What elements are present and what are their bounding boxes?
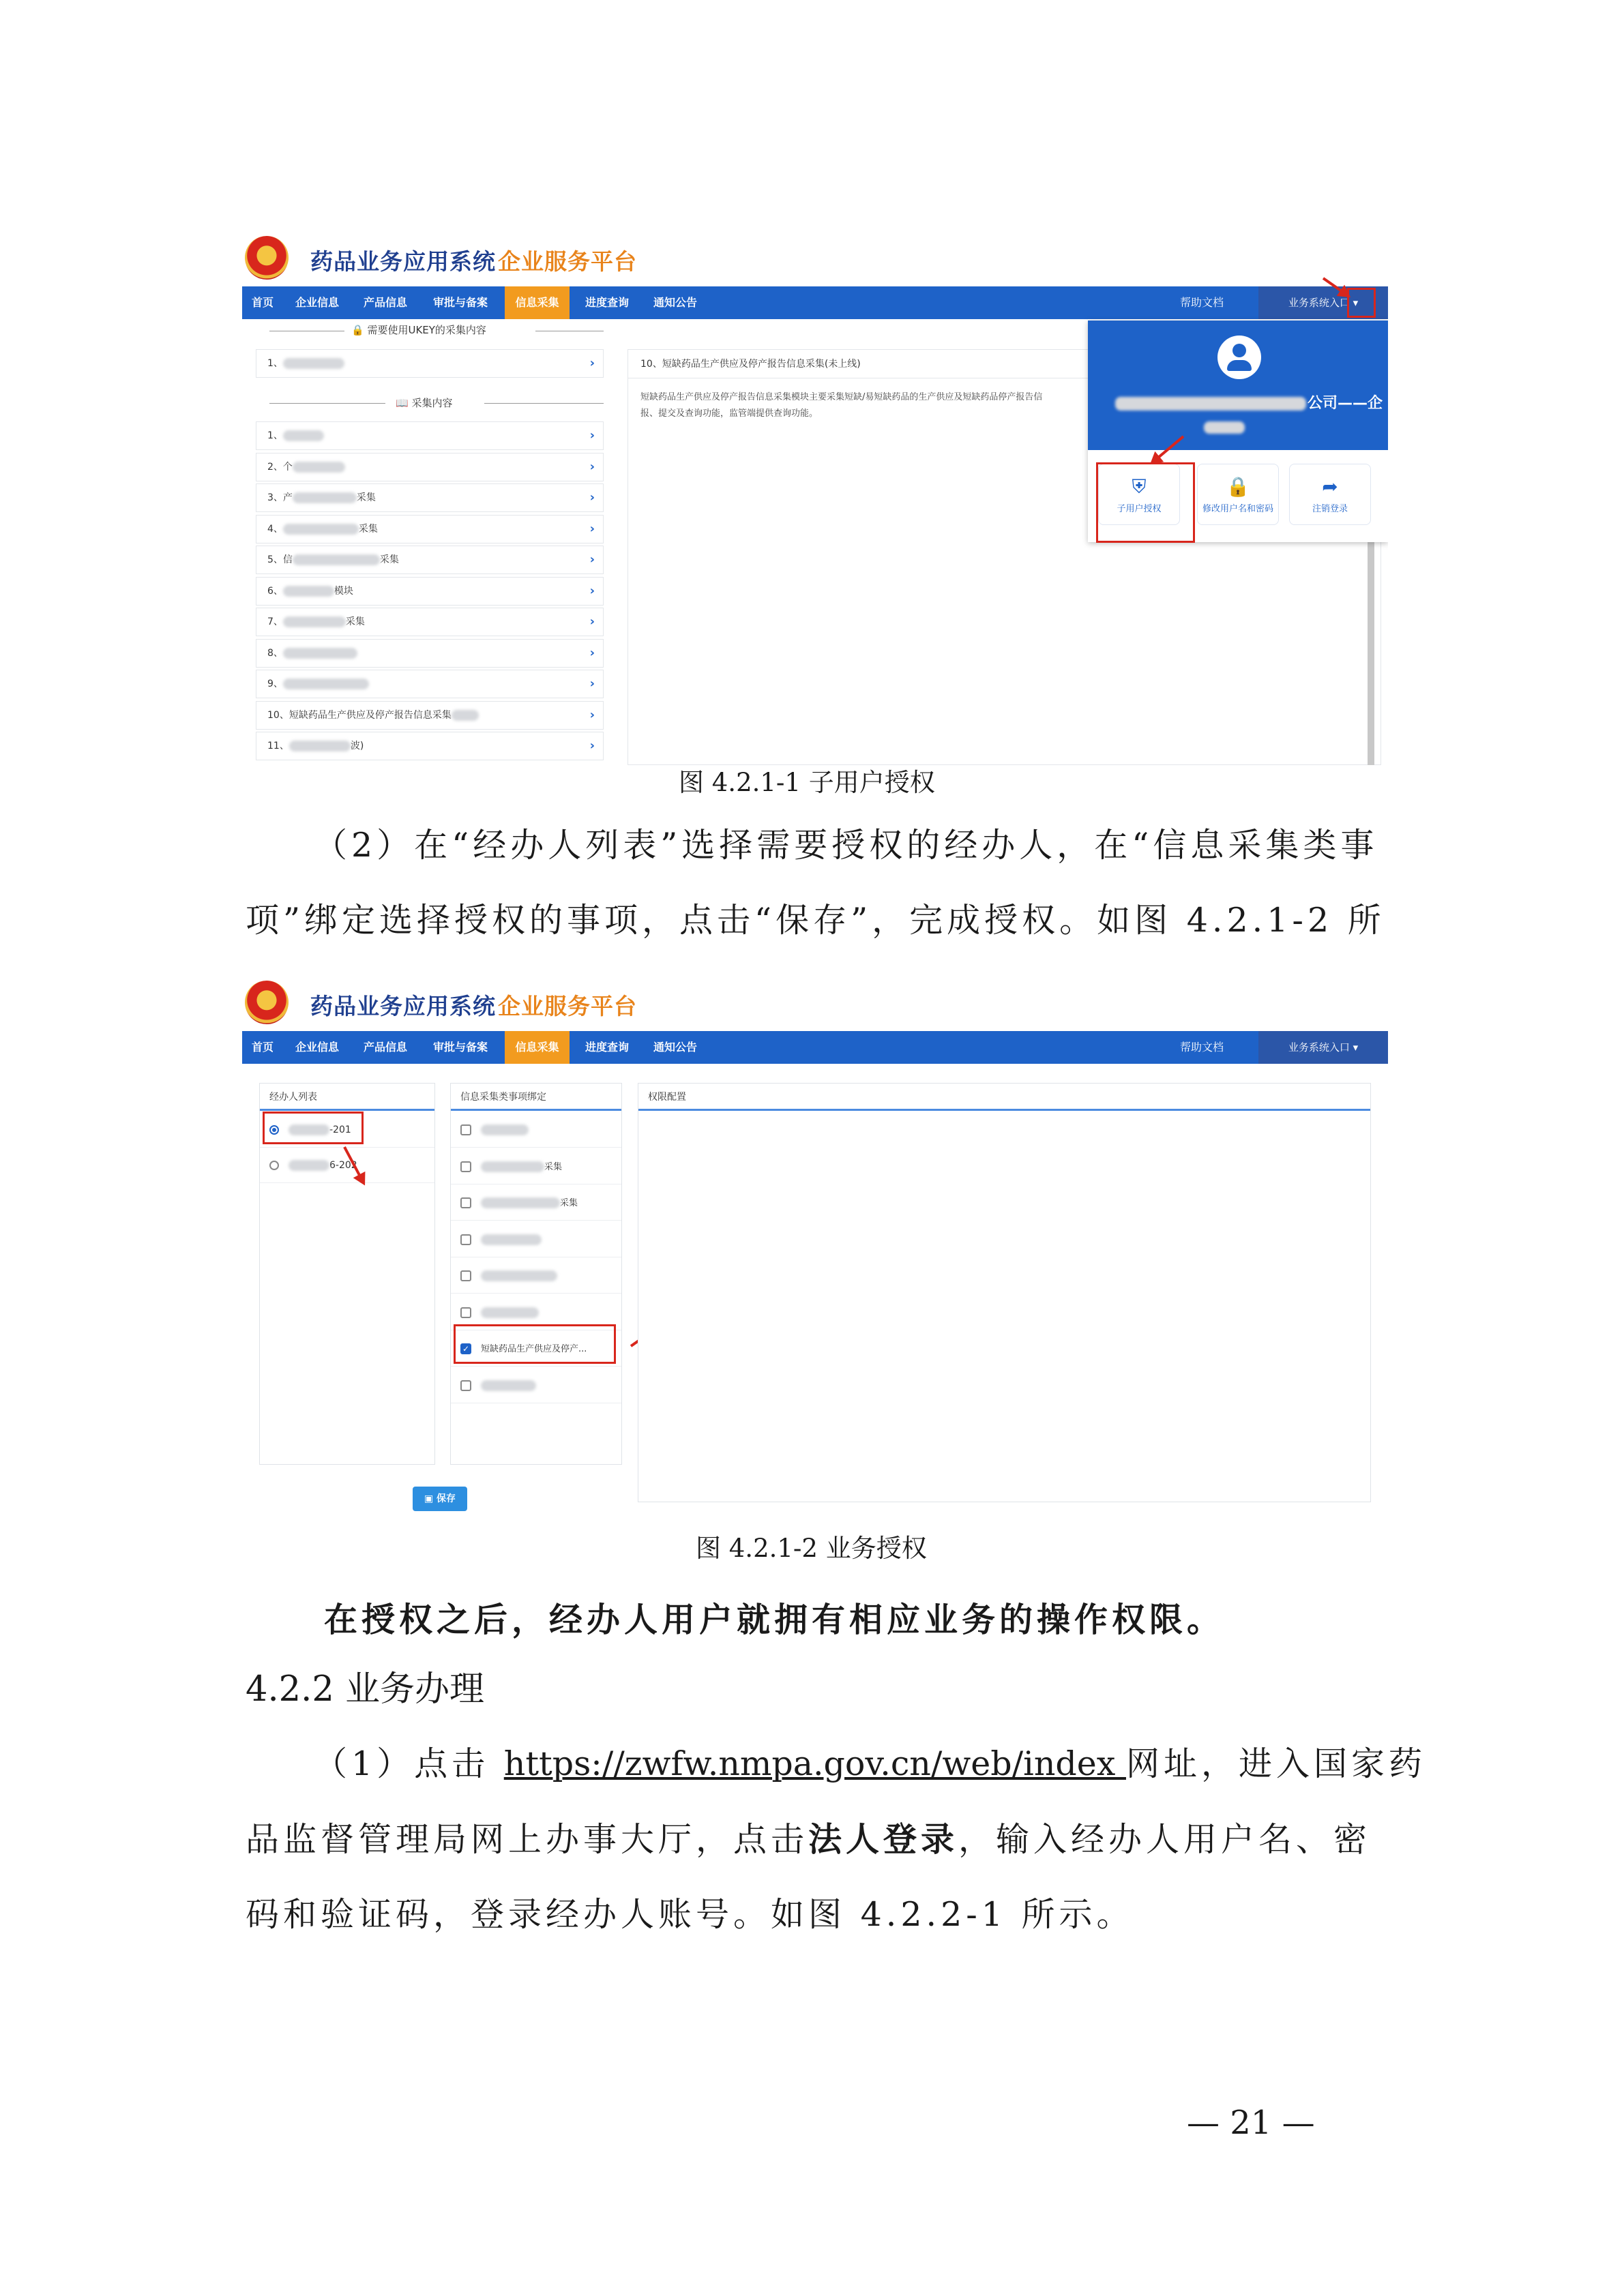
redacted-text (481, 1380, 536, 1391)
system-entry-label: 业务系统入口 (1288, 297, 1350, 309)
brand-subtitle: 企业服务平台 (498, 248, 637, 275)
handler-id: 6-202 (329, 1160, 357, 1171)
figure-business-auth (242, 976, 1388, 1522)
list-item[interactable] (256, 483, 604, 512)
binding-item[interactable] (451, 1185, 621, 1221)
handler-id: -201 (329, 1124, 351, 1135)
row-text: 7、 (267, 616, 283, 627)
redacted-text (1115, 397, 1306, 411)
row-text: 1、 (267, 430, 283, 441)
portal-link[interactable]: https://zwfw.nmpa.gov.cn/web/index (503, 1744, 1126, 1783)
chevron-right-icon: › (589, 490, 595, 505)
redacted-text (481, 1270, 557, 1281)
chevron-right-icon: › (589, 583, 595, 598)
panel-title: 信息采集类事项绑定 (451, 1084, 621, 1111)
shield-icon: ⛨ (1132, 475, 1147, 498)
binding-item[interactable] (451, 1258, 621, 1294)
chevron-right-icon: › (589, 428, 595, 443)
panel-title: 权限配置 (638, 1084, 1370, 1111)
national-emblem-icon (245, 981, 289, 1024)
chevron-down-icon: ▾ (1353, 1041, 1359, 1054)
user-header (1088, 320, 1388, 450)
paragraph-line: 码和验证码，登录经办人账号。如图 4.2.2-1 所示。 (246, 1895, 1134, 1934)
detail-text (640, 389, 1118, 422)
redacted-text (283, 616, 346, 627)
row-text-fragment: 采集 (379, 554, 399, 565)
main-nav (242, 286, 1388, 319)
nav-progress[interactable]: 进度查询 (585, 1041, 629, 1054)
row-text-fragment: 采集 (356, 492, 376, 503)
checkbox-unchecked[interactable] (460, 1197, 471, 1208)
item-label: 采集 (560, 1198, 578, 1208)
redacted-text (289, 741, 351, 751)
book-icon: 📖 (396, 397, 409, 409)
redacted-text (293, 462, 345, 473)
nav-approval[interactable]: 审批与备案 (432, 296, 488, 309)
nav-product-info[interactable]: 产品信息 (363, 296, 407, 309)
permission-config-panel (638, 1083, 1371, 1502)
chevron-right-icon: › (589, 356, 595, 370)
chevron-right-icon: › (589, 707, 595, 722)
paragraph-text: ，输入经办人用户名、密 (958, 1820, 1372, 1859)
paragraph-line (246, 1727, 1426, 1802)
binding-item[interactable] (451, 1368, 621, 1403)
paragraph-line: 项”绑定选择授权的事项，点击“保存”，完成授权。如图 4.2.1-2 所 (246, 901, 1385, 940)
paragraph-bold: 法人登录 (808, 1819, 959, 1859)
checkbox-unchecked[interactable] (460, 1307, 471, 1318)
list-item[interactable] (256, 670, 604, 698)
detail-title: 10、短缺药品生产供应及停产报告信息采集(未上线) (628, 350, 1381, 378)
row-text-fragment: 采集 (358, 523, 378, 535)
nav-info-collection[interactable]: 信息采集 (505, 286, 570, 319)
section-label-text: 采集内容 (411, 397, 453, 409)
chevron-right-icon: › (589, 676, 595, 691)
brand-subtitle: 企业服务平台 (498, 993, 637, 1019)
chevron-right-icon: › (589, 645, 595, 660)
paragraph-text: 品监督管理局网上办事大厅，点击 (246, 1820, 809, 1859)
chevron-right-icon: › (589, 521, 595, 536)
highlight-box (1096, 462, 1195, 543)
binding-item[interactable] (451, 1222, 621, 1257)
button-label: 修改用户名和密码 (1202, 504, 1273, 514)
chevron-right-icon: › (589, 739, 595, 753)
binding-item[interactable] (451, 1149, 621, 1184)
redacted-text (481, 1234, 542, 1245)
page-number: — 21 — (1187, 2104, 1315, 2142)
chevron-right-icon: › (589, 614, 595, 629)
row-text: 11、 (267, 741, 289, 751)
nav-home[interactable]: 首页 (251, 296, 274, 309)
change-password-button[interactable] (1197, 464, 1279, 525)
checkbox-unchecked[interactable] (460, 1124, 471, 1135)
checkbox-unchecked[interactable] (460, 1380, 471, 1391)
checkbox-unchecked[interactable] (460, 1270, 471, 1281)
nav-notices[interactable]: 通知公告 (653, 1041, 697, 1054)
company-name: 公司——企 (1308, 395, 1383, 412)
item-label: 采集 (544, 1161, 563, 1172)
row-text: 4、 (267, 523, 283, 535)
redacted-text (481, 1307, 539, 1318)
row-text: 9、 (267, 679, 283, 689)
brand-title: 药品业务应用系统 (310, 248, 496, 275)
system-entry-label: 业务系统入口 (1288, 1041, 1350, 1054)
redacted-text (289, 1160, 329, 1171)
lock-icon: 🔒 (1226, 475, 1250, 498)
paragraph-line (246, 1802, 1391, 1877)
help-docs-link[interactable]: 帮助文档 (1180, 296, 1224, 309)
list-item[interactable] (256, 546, 604, 574)
section-label (396, 396, 452, 410)
ukey-note (351, 323, 486, 337)
chevron-right-icon: › (589, 459, 595, 474)
save-label: 保存 (437, 1493, 456, 1504)
list-item[interactable] (256, 453, 604, 481)
save-button[interactable] (413, 1487, 467, 1511)
paragraph-text: （1）点击 (314, 1744, 504, 1783)
nav-notices[interactable]: 通知公告 (653, 296, 697, 309)
brand-title: 药品业务应用系统 (310, 993, 496, 1019)
system-entry-dropdown[interactable] (1258, 1031, 1388, 1064)
help-docs-link[interactable]: 帮助文档 (1180, 1041, 1224, 1054)
highlight-box (454, 1324, 616, 1364)
ukey-note-text: 需要使用UKEY的采集内容 (367, 324, 486, 336)
chevron-right-icon: › (589, 552, 595, 567)
list-item[interactable] (256, 577, 604, 606)
list-item[interactable] (256, 732, 604, 760)
list-item[interactable] (256, 421, 604, 450)
logout-button[interactable] (1289, 464, 1371, 525)
redacted-text (293, 492, 357, 503)
redacted-text (452, 710, 479, 721)
figure-caption-2: 图 4.2.1-2 业务授权 (696, 1534, 927, 1563)
redacted-text (481, 1161, 544, 1172)
redacted-text (481, 1124, 529, 1135)
figure-caption-1: 图 4.2.1-1 子用户授权 (679, 768, 935, 797)
row-text: 2、个 (267, 461, 293, 473)
brand-bar (242, 232, 1388, 292)
redacted-text (283, 524, 359, 535)
row-text: 10、短缺药品生产供应及停产报告信息采集 (267, 709, 452, 721)
detail-text-line: 报、提交及查询功能，监管端提供查询功能。 (640, 408, 818, 419)
row-text: 5、信 (267, 554, 293, 565)
brand-bar (242, 976, 1388, 1037)
row-text-fragment: 采集 (345, 616, 365, 627)
list-item[interactable] (256, 349, 604, 378)
item-label: 短缺药品生产供应及停产... (481, 1344, 587, 1354)
avatar-icon (1217, 336, 1261, 379)
nav-info-collection[interactable]: 信息采集 (505, 1031, 570, 1064)
redacted-text (283, 648, 357, 659)
row-text: 8、 (267, 647, 283, 659)
nav-product-info[interactable]: 产品信息 (363, 1041, 407, 1054)
nav-home[interactable]: 首页 (251, 1041, 274, 1054)
redacted-text (283, 586, 334, 597)
checkbox-unchecked[interactable] (460, 1161, 471, 1172)
main-nav (242, 1031, 1388, 1064)
lock-icon: 🔒 (351, 324, 364, 336)
figure-sub-user-auth (242, 232, 1388, 771)
panel-title: 经办人列表 (260, 1084, 434, 1111)
highlight-box (263, 1112, 364, 1144)
button-label: 子用户授权 (1117, 504, 1162, 514)
nav-company-info[interactable]: 企业信息 (295, 1041, 339, 1054)
row-text: 1、 (267, 358, 283, 369)
paragraph-summary: 在授权之后，经办人用户就拥有相应业务的操作权限。 (324, 1600, 1225, 1639)
paragraph-step-1 (246, 1727, 1426, 1952)
button-label: 注销登录 (1312, 504, 1348, 514)
redacted-text (481, 1197, 560, 1208)
row-text: 3、产 (267, 492, 293, 503)
nav-company-info[interactable]: 企业信息 (295, 296, 339, 309)
redacted-text (283, 430, 324, 441)
list-item[interactable] (256, 515, 604, 543)
nav-approval[interactable]: 审批与备案 (432, 1041, 488, 1054)
redacted-text (1204, 421, 1245, 434)
redacted-text (283, 358, 344, 369)
binding-item[interactable] (451, 1112, 621, 1148)
item-binding-panel (450, 1083, 622, 1465)
list-item[interactable] (256, 608, 604, 636)
paragraph-line: （2）在“经办人列表”选择需要授权的经办人，在“信息采集类事 (314, 826, 1378, 865)
list-item[interactable] (256, 701, 604, 730)
row-text-fragment: 波) (350, 741, 364, 751)
chevron-down-icon: ▾ (1353, 297, 1359, 309)
radio-unselected[interactable] (269, 1161, 279, 1170)
list-item[interactable] (256, 639, 604, 668)
nav-progress[interactable]: 进度查询 (585, 296, 629, 309)
national-emblem-icon (245, 236, 289, 280)
checkbox-unchecked[interactable] (460, 1234, 471, 1245)
logout-icon: ➦ (1322, 475, 1338, 498)
paragraph-text: 网址，进入国家药 (1125, 1744, 1426, 1783)
row-text-fragment: 模块 (334, 585, 353, 597)
section-heading: 4.2.2 业务办理 (246, 1669, 484, 1710)
divider (269, 403, 385, 404)
save-icon: ▣ (424, 1493, 434, 1504)
divider (484, 403, 604, 404)
detail-text-line: 短缺药品生产供应及停产报告信息采集模块主要采集短缺/易短缺药品的生产供应及短缺药品停产报告信 (640, 392, 1043, 402)
checkbox-checked[interactable]: ✓ (460, 1343, 471, 1354)
row-text: 6、 (267, 585, 283, 597)
redacted-text (283, 679, 369, 689)
redacted-text (293, 554, 380, 565)
